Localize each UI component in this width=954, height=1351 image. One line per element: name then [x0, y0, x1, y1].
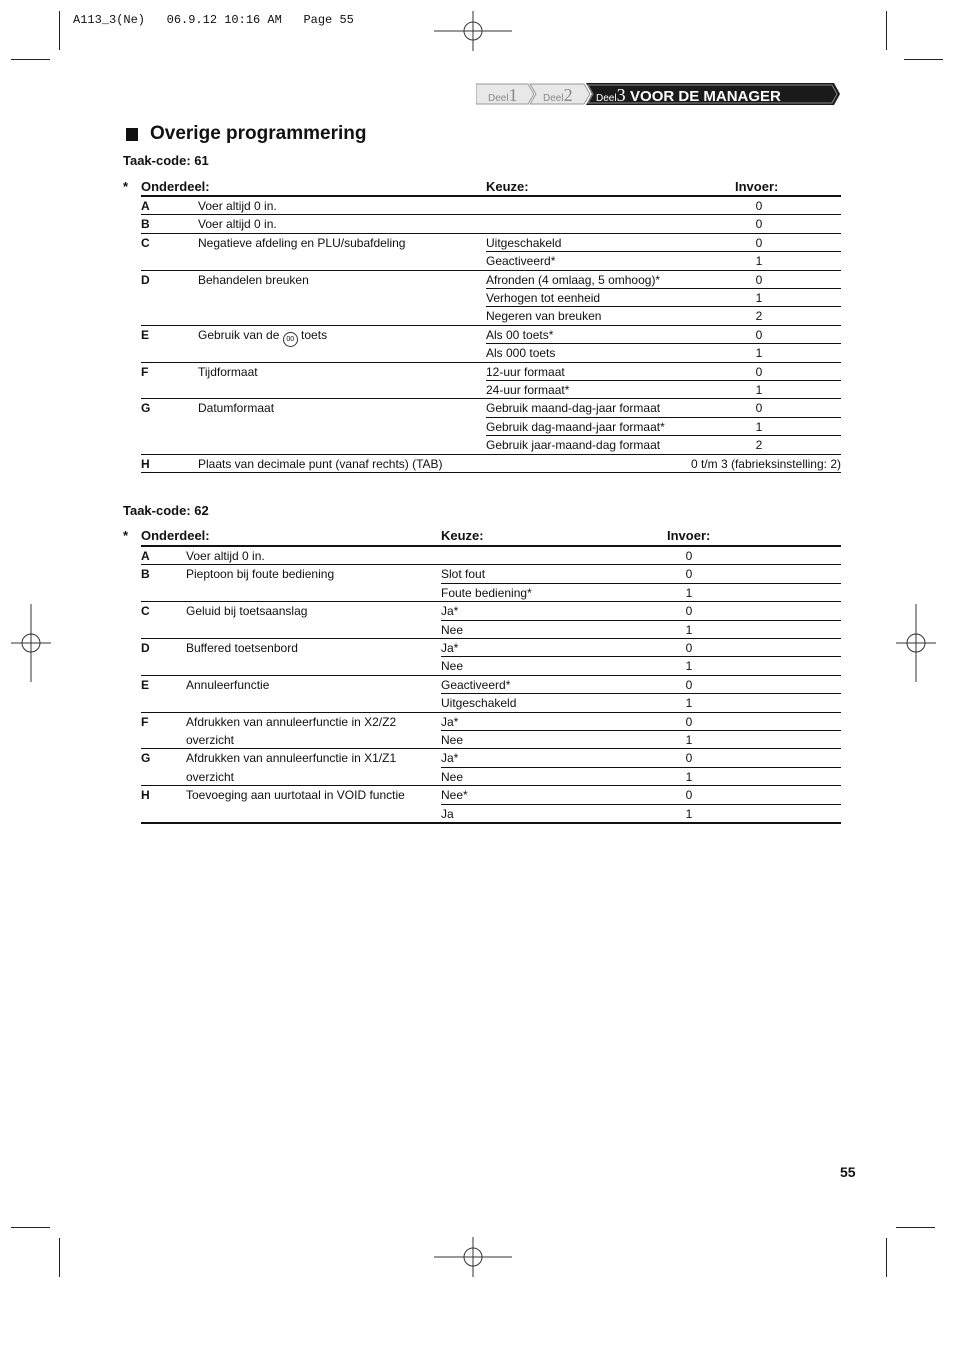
row-choice: 12-uur formaat [486, 364, 565, 379]
row-choice: Verhogen tot eenheid [486, 291, 601, 305]
row-divider [441, 730, 841, 731]
row-input: 1 [755, 291, 763, 305]
row-divider [441, 804, 841, 805]
row-input: 1 [685, 622, 693, 637]
row-description-continued: overzicht [186, 769, 235, 784]
row-letter: H [141, 456, 150, 471]
row-description: Tijdformaat [198, 364, 258, 379]
row-input: 1 [755, 346, 763, 361]
row-letter: F [141, 364, 149, 379]
print-slug: A113_3(Ne) 06.9.12 10:16 AM Page 55 [73, 13, 354, 27]
row-choice: Nee [441, 769, 464, 784]
row-choice: Geactiveerd* [486, 254, 556, 269]
row-choice: Gebruik maand-dag-jaar formaat [486, 401, 661, 416]
row-choice: Nee [441, 733, 464, 747]
row-description: Afdrukken van annuleerfunctie in X1/Z1 [186, 751, 397, 766]
row-choice: Negeren van breuken [486, 309, 602, 324]
row-letter: D [141, 641, 150, 655]
row-choice: Nee [441, 659, 464, 674]
row-letter: B [141, 567, 150, 582]
key-00-icon: 00 [283, 332, 298, 347]
task-code-62: Taak-code: 62 [123, 503, 209, 518]
row-choice: Uitgeschakeld [486, 235, 562, 250]
row-letter: E [141, 327, 150, 342]
row-description: Negatieve afdeling en PLU/subafdeling [198, 235, 406, 250]
asterisk-62: * [123, 528, 129, 543]
tab-deel-3: Deel3 VOOR DE MANAGER [596, 85, 781, 105]
row-letter: G [141, 401, 151, 416]
row-letter: B [141, 217, 150, 232]
row-input: 0 [685, 604, 693, 619]
heading-square-icon [126, 128, 138, 141]
row-input: 0 [755, 401, 763, 416]
row-input: 0 [685, 714, 693, 729]
row-description: Voer altijd 0 in. [186, 549, 265, 563]
tab-deel-2: Deel2 [543, 85, 573, 105]
row-description: Datumformaat [198, 401, 275, 416]
desc-text: Gebruik van de [198, 327, 283, 342]
row-input: 0 [685, 641, 693, 655]
row-choice: Ja* [441, 641, 459, 655]
row-divider [141, 472, 841, 473]
row-choice: Nee* [441, 788, 468, 803]
row-description: Buffered toetsenbord [186, 641, 298, 655]
registration-mark-bottom [434, 1237, 512, 1277]
row-description: Voer altijd 0 in. [198, 199, 277, 213]
row-input: 0 t/m 3 (fabrieksinstelling: 2) [690, 456, 841, 471]
row-letter: F [141, 714, 149, 729]
row-choice: Uitgeschakeld [441, 696, 517, 711]
page-title: Overige programmering [150, 123, 367, 144]
row-choice: Gebruik dag-maand-jaar formaat* [486, 419, 665, 434]
registration-mark-left [11, 604, 51, 682]
row-letter: E [141, 677, 150, 692]
row-letter: H [141, 788, 150, 803]
tab-deel-1: Deel1 [488, 85, 518, 105]
row-input: 0 [755, 327, 763, 342]
row-letter: A [141, 199, 150, 213]
row-input: 1 [755, 254, 763, 269]
header-invoer-61: Invoer: [735, 179, 779, 194]
row-input: 1 [685, 585, 693, 600]
row-input: 0 [685, 567, 693, 582]
row-divider [441, 767, 841, 768]
page-number: 55 [840, 1164, 856, 1180]
row-choice: Ja* [441, 751, 459, 766]
row-choice: Gebruik jaar-maand-dag formaat [486, 438, 661, 453]
row-description: Plaats van decimale punt (vanaf rechts) (TAB) [198, 456, 443, 471]
row-choice: Afronden (4 omlaag, 5 omhoog)* [486, 272, 661, 287]
row-letter: D [141, 272, 150, 287]
row-input: 0 [755, 217, 763, 232]
row-choice: Ja [441, 806, 454, 821]
header-invoer-62: Invoer: [667, 528, 711, 543]
row-input: 1 [685, 769, 693, 784]
row-description-continued: overzicht [186, 733, 235, 747]
row-divider [441, 620, 841, 621]
row-description: Toevoeging aan uurtotaal in VOID functie [186, 788, 405, 803]
row-choice: 24-uur formaat* [486, 383, 570, 397]
row-choice: Als 000 toets [486, 346, 556, 361]
header-keuze-61: Keuze: [486, 179, 529, 194]
row-choice: Foute bediening* [441, 585, 532, 600]
row-letter: C [141, 604, 150, 619]
row-choice: Slot fout [441, 567, 486, 582]
row-divider [441, 656, 841, 657]
tab-deel-3-title: VOOR DE MANAGER [630, 88, 781, 105]
row-description: Afdrukken van annuleerfunctie in X2/Z2 [186, 714, 397, 729]
section-tabs [476, 83, 840, 105]
asterisk-61: * [123, 179, 129, 194]
row-input: 1 [685, 696, 693, 711]
row-choice: Nee [441, 622, 464, 637]
row-input: 0 [685, 677, 693, 692]
row-input: 2 [755, 438, 763, 453]
row-description: Behandelen breuken [198, 272, 309, 287]
row-input: 0 [755, 272, 763, 287]
row-letter: G [141, 751, 151, 766]
row-description [198, 326, 327, 347]
row-description: Annuleerfunctie [186, 677, 270, 692]
row-input: 1 [685, 806, 693, 821]
row-input: 1 [685, 733, 693, 747]
header-keuze-62: Keuze: [441, 528, 484, 543]
table-bottom-rule [141, 822, 841, 824]
row-input: 0 [755, 199, 763, 213]
row-input: 1 [755, 419, 763, 434]
row-input: 2 [755, 309, 763, 324]
header-onderdeel-62: Onderdeel: [141, 528, 210, 543]
row-description: Pieptoon bij foute bediening [186, 567, 335, 582]
row-input: 1 [755, 383, 763, 397]
row-input: 0 [685, 788, 693, 803]
row-choice: Ja* [441, 714, 459, 729]
row-choice: Geactiveerd* [441, 677, 511, 692]
row-input: 0 [685, 751, 693, 766]
row-letter: C [141, 235, 150, 250]
row-letter: A [141, 549, 150, 563]
header-onderdeel-61: Onderdeel: [141, 179, 210, 194]
registration-mark-right [896, 604, 936, 682]
registration-mark-top [434, 11, 512, 51]
row-input: 0 [755, 235, 763, 250]
row-description: Geluid bij toetsaanslag [186, 604, 308, 619]
desc-text: toets [297, 327, 328, 342]
task-code-61: Taak-code: 61 [123, 153, 209, 168]
row-input: 0 [755, 364, 763, 379]
row-description: Voer altijd 0 in. [198, 217, 277, 232]
row-choice: Als 00 toets* [486, 327, 554, 342]
row-input: 0 [685, 549, 693, 563]
row-input: 1 [685, 659, 693, 674]
row-choice: Ja* [441, 604, 459, 619]
